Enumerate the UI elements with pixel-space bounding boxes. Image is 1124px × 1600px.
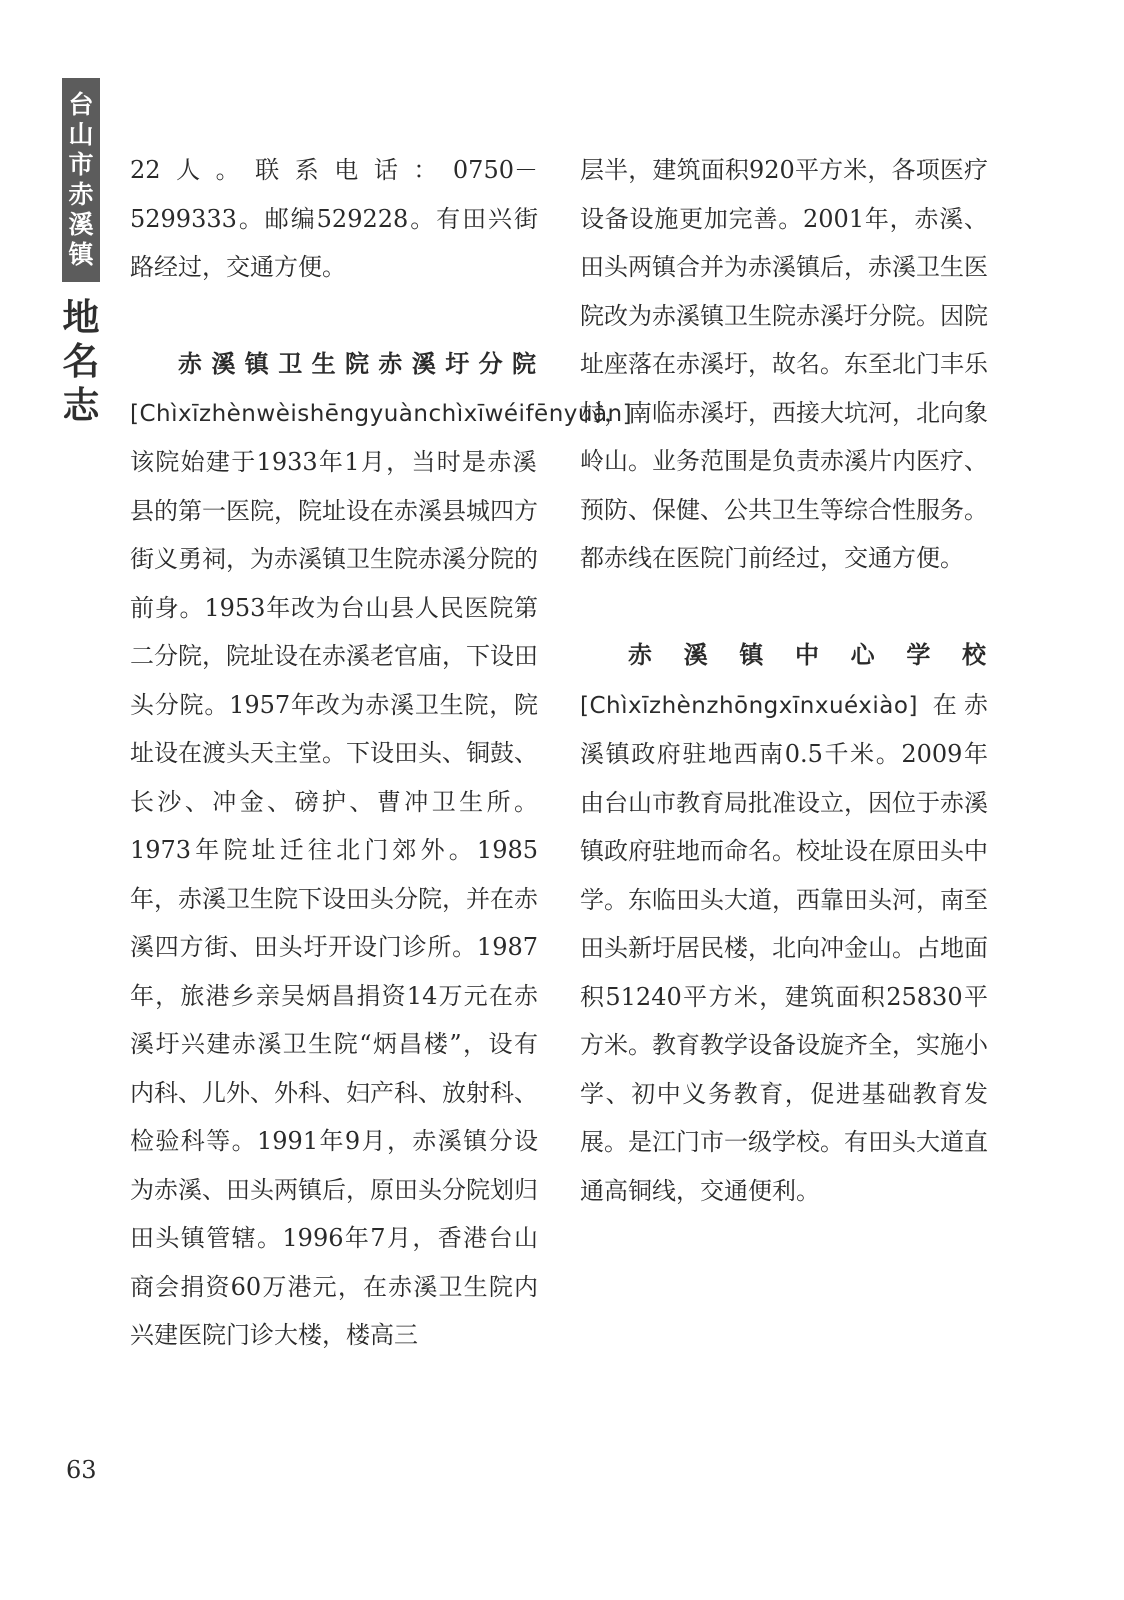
- continued-paragraph: 22人。联系电话：0750－5299333。邮编529228。有田兴街路经过，交通方便。: [130, 156, 538, 281]
- page-number: 63: [66, 1456, 97, 1484]
- school-entry-body: 在赤溪镇政府驻地西南0.5千米。2009年由台山市教育局批准设立，因位于赤溪镇政府驻地而命名。校址设在原田头中学。东临田头大道，西靠田头河，南至田头新圩居民楼，北向冲金山。占地面积51240平方米，建筑面积25830平方米。教育教学设备设旋齐全，实施小学、初中义务教育，促进基础教育发展。是江门市一级学校。有田头大道直通高铜线，交通便利。: [580, 690, 988, 1205]
- school-entry: [580, 631, 988, 1215]
- book-title: [62, 296, 100, 428]
- book-title-char: 地: [62, 296, 100, 339]
- hospital-entry-body: 该院始建于1933年1月，当时是赤溪县的第一医院，院址设在赤溪县城四方街义勇祠，为赤溪镇卫生院赤溪分院的前身。1953年改为台山县人民医院第二分院，院址设在赤溪老官庙，下设田头分院。1957年改为赤溪卫生院，院址设在渡头天主堂。下设田头、铜鼓、长沙、冲金、磅护、曹冲卫生所。1973年院址迁往北门郊外。1985年，赤溪卫生院下设田头分院，并在赤溪四方街、田头圩开设门诊所。1987年，旅港乡亲吴炳昌捐资14万元在赤溪圩兴建赤溪卫生院“炳昌楼”，设有内科、儿外、外科、妇产科、放射科、检验科等。1991年9月，赤溪镇分设为赤溪、田头两镇后，原田头分院划归田头镇管辖。1996年7月，香港台山商会捐资60万港元，在赤溪卫生院内兴建医院门诊大楼，楼高三: [130, 448, 538, 1349]
- school-entry-pinyin: [Chìxīzhènzhōngxīnxuéxiào]: [580, 692, 918, 719]
- header-band-char: 溪: [68, 210, 94, 239]
- school-entry-title: 赤溪镇中心学校: [628, 640, 988, 669]
- header-band-char: 赤: [68, 180, 94, 209]
- header-band-char: 台: [68, 90, 94, 119]
- hospital-entry-pinyin: [Chìxīzhènwèishēngyuànchìxīwéifēnyuàn]: [130, 400, 633, 427]
- hospital-entry-continued: 层半，建筑面积920平方米，各项医疗设备设施更加完善。2001年，赤溪、田头两镇合并为赤溪镇后，赤溪卫生医院改为赤溪镇卫生院赤溪圩分院。因院址座落在赤溪圩，故名。东至北门丰乐村，南临赤溪圩，西接大坑河，北向象岭山。业务范围是负责赤溪片内医疗、预防、保健、公共卫生等综合性服务。都赤线在医院门前经过，交通方便。: [580, 156, 988, 572]
- book-title-char: 志: [62, 384, 100, 427]
- left-column: [130, 146, 633, 1360]
- book-title-char: 名: [62, 340, 100, 383]
- header-band-char: 市: [68, 150, 94, 179]
- right-column: [580, 146, 988, 1215]
- hospital-entry: [130, 340, 633, 1360]
- header-band-char: 镇: [68, 240, 94, 269]
- header-band-char: 山: [68, 120, 94, 149]
- hospital-entry-title: 赤溪镇卫生院赤溪圩分院: [178, 349, 538, 378]
- header-band: [62, 78, 100, 282]
